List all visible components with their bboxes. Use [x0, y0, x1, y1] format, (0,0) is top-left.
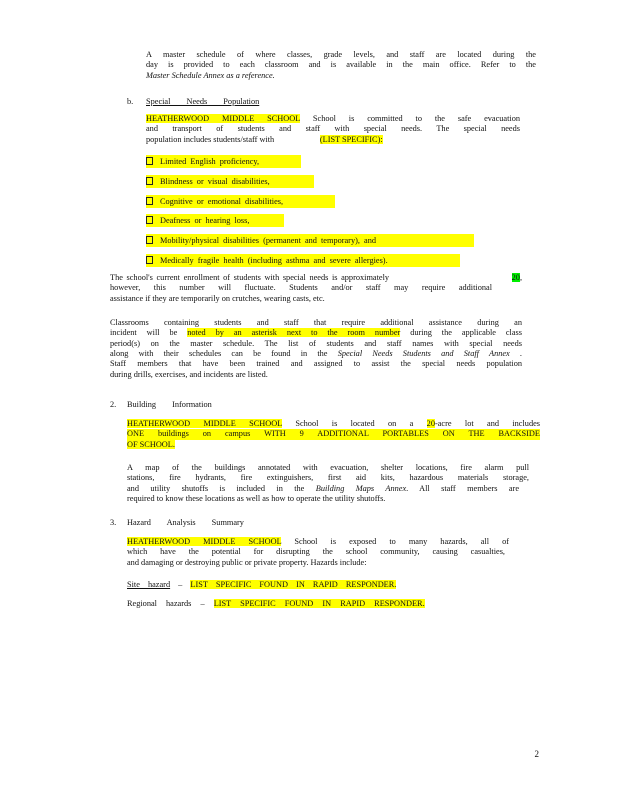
paragraph-line: period(s) on the master schedule. The list of students and staff names with special needs — [110, 338, 522, 348]
paragraph-line: assistance if they are temporarily on crutches, wearing casts, etc. — [110, 293, 325, 303]
intro-line: A master schedule of where classes, grade levels, and staff are located during the — [146, 50, 536, 59]
special-needs-item: Mobility/physical disabilities (permanent and temporary), and — [146, 234, 474, 247]
hazard-heading: Hazard Analysis Summary — [127, 518, 244, 527]
paragraph-line: and utility shutoffs is included in the Building Maps Annex. All staff members are — [127, 483, 519, 493]
intro-line: Master Schedule Annex as a reference. — [146, 70, 275, 80]
asterisk-note-highlight: noted by an asterisk next to the room number — [187, 328, 401, 338]
section-letter: b. — [127, 97, 134, 106]
checkbox-icon — [146, 216, 153, 224]
paragraph-line: Classrooms containing students and staff that require additional assistance during an — [110, 318, 522, 327]
paragraph-line: which have the potential for disrupting the school community, causing casualties, — [127, 547, 505, 557]
paragraph-line: and transport of students and staff with special needs. The special needs — [146, 124, 520, 134]
paragraph-line: incident will be noted by an asterisk next to the room number during the applicable class — [110, 328, 523, 338]
paragraph-line: HEATHERWOOD MIDDLE SCHOOL School is committed to the safe evacuation — [146, 114, 521, 123]
paragraph-line: however, this number will fluctuate. Students and/or staff may require additional — [110, 283, 492, 293]
checkbox-icon — [146, 177, 153, 185]
acreage-value: 20 — [426, 419, 435, 428]
special-needs-item: Blindness or visual disabilities, — [146, 175, 314, 188]
special-needs-paragraph — [146, 114, 520, 145]
regional-hazard-line: Regional hazards – LIST SPECIFIC FOUND IN RAPID RESPONDER. — [127, 599, 425, 608]
building-heading: Building Information — [127, 400, 212, 409]
special-needs-heading: Special Needs Population — [146, 97, 260, 106]
annex-reference: Building Maps Annex — [315, 483, 407, 493]
enrollment-count: 20 — [511, 273, 520, 282]
paragraph-line: A map of the buildings annotated with evacuation, shelter locations, fire alarm pull — [127, 463, 529, 472]
paragraph-line: and damaging or destroying public or private property. Hazards include: — [127, 557, 367, 567]
page-number: 2 — [534, 749, 539, 759]
checkbox-icon — [146, 157, 153, 165]
school-name: HEATHERWOOD MIDDLE SCHOOL — [127, 419, 282, 428]
enrollment-paragraph — [110, 273, 522, 304]
list-specific-highlight: (LIST SPECIFIC) — [319, 134, 381, 144]
special-needs-item: Deafness or hearing loss, — [146, 214, 284, 227]
paragraph-line: during drills, exercises, and incidents are listed. — [110, 369, 268, 379]
special-needs-item: Cognitive or emotional disabilities, — [146, 195, 335, 208]
regional-hazard-label: Regional hazards — [127, 599, 192, 608]
site-hazard-label: Site hazard — [127, 580, 171, 589]
paragraph-line: HEATHERWOOD MIDDLE SCHOOL School is exposed to many hazards, all of — [127, 537, 509, 546]
intro-paragraph — [146, 50, 536, 81]
hazard-paragraph — [127, 537, 509, 568]
section-number: 3. — [110, 518, 117, 527]
school-name: HEATHERWOOD MIDDLE SCHOOL — [146, 114, 301, 123]
paragraph-line: HEATHERWOOD MIDDLE SCHOOL School is located on a 20-acre lot and includes — [127, 419, 541, 428]
intro-line: day is provided to each classroom and is available in the main office. Refer to the — [146, 60, 536, 70]
paragraph-line: stations, fire hydrants, fire extinguishers, first aid kits, hazardous materials storage, — [127, 473, 529, 483]
paragraph-line: The school's current enrollment of students with special needs is approximately 20, — [110, 273, 523, 282]
regional-hazard-value: LIST SPECIFIC FOUND IN RAPID RESPONDER — [213, 599, 423, 608]
annex-reference: Special Needs Students and Staff Annex — [337, 349, 510, 359]
school-name: HEATHERWOOD MIDDLE SCHOOL — [127, 537, 282, 546]
site-hazard-line: Site hazard – LIST SPECIFIC FOUND IN RAPID RESPONDER. — [127, 580, 397, 589]
building-paragraph — [127, 419, 540, 450]
site-hazard-value: LIST SPECIFIC FOUND IN RAPID RESPONDER — [190, 580, 395, 589]
special-needs-item: Medically fragile health (including asthma and severe allergies). — [146, 254, 460, 267]
checkbox-icon — [146, 236, 153, 244]
paragraph-line: required to know these locations as well as how to operate the utility shutoffs. — [127, 494, 386, 504]
paragraph-line: ONE buildings on campus WITH 9 ADDITIONAL PORTABLES ON THE BACKSIDE — [127, 429, 540, 439]
classrooms-paragraph — [110, 318, 522, 380]
paragraph-line: OF SCHOOL. — [127, 439, 175, 449]
paragraph-line: Staff members that have been trained and assigned to assist the special needs population — [110, 359, 522, 369]
special-needs-item: Limited English proficiency, — [146, 155, 301, 168]
building-map-paragraph — [127, 463, 529, 504]
checkbox-icon — [146, 197, 153, 205]
checkbox-icon — [146, 256, 153, 264]
paragraph-line: population includes students/staff with (LIST SPECIFIC): — [146, 134, 383, 144]
section-number: 2. — [110, 400, 117, 409]
paragraph-line: along with their schedules can be found in the Special Needs Students and Staff Annex . — [110, 349, 523, 359]
